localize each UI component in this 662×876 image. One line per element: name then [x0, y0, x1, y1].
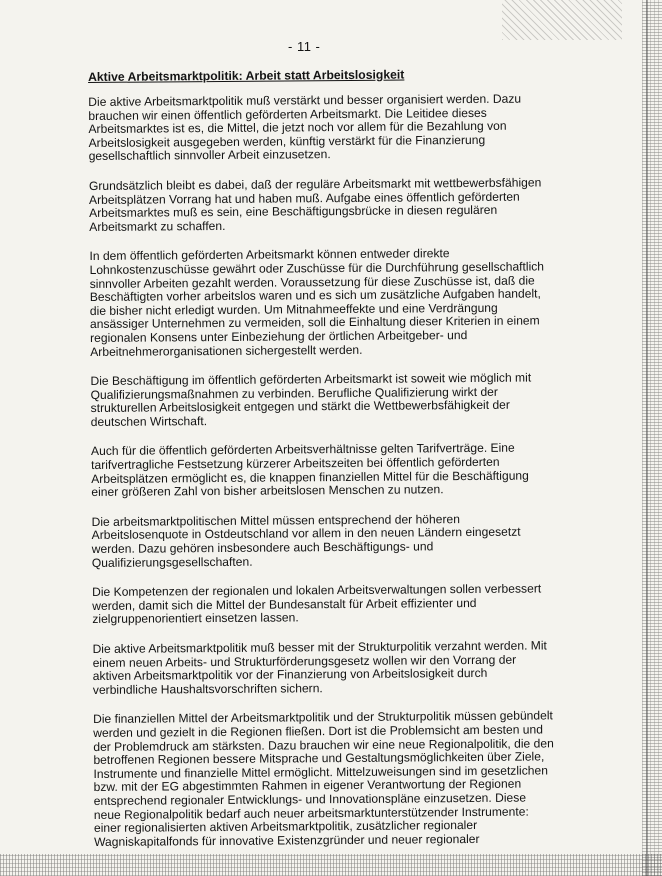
text-line: die bisher nicht erledigt wurden. Um Mitnahmeeffekte und eine Verdrängung — [89, 300, 498, 318]
text-line: Die finanziellen Mittel der Arbeitsmarktpolitik und der Strukturpolitik müssen gebündelt — [93, 708, 553, 727]
text-line: sinnvoller Arbeiten gezahlt werden. Voraussetzung für diese Zuschüsse ist, daß die — [89, 273, 535, 291]
paragraph — [88, 91, 522, 164]
text-line: der Problemdruck am stärksten. Dazu brauchen wir eine neue Regionalpolitik, die den — [93, 735, 554, 754]
text-line: Arbeitslosigkeit ausgegeben werden, künftig verstärkt für die Finanzierung — [88, 132, 486, 150]
text-line: zielgruppenorientiert einsetzen lassen. — [92, 610, 299, 627]
text-line: Arbeitsmarkt zu schaffen. — [89, 218, 226, 234]
text-line: verbindliche Haushaltsvorschriften sichern. — [92, 680, 323, 697]
text-line: Die Beschäftigung im öffentlich geförderten Arbeitsmarkt ist soweit wie möglich mit — [90, 370, 532, 389]
text-line: deutschen Wirtschaft. — [90, 413, 208, 429]
text-line: Arbeitnehmerorganisationen sichergestellt werden. — [90, 342, 363, 359]
paragraph — [91, 511, 521, 570]
text-line: werden, damit sich die Mittel der Bundesanstalt für Arbeit effizienter und — [92, 595, 477, 613]
paragraph — [92, 638, 547, 698]
text-line: einem neuen Arbeits- und Strukturförderungsgesetz wollen wir den Vorrang der — [92, 652, 517, 670]
paragraph-list — [88, 91, 554, 850]
text-line: Arbeitsmarktes ist es, die Mittel, die jetzt noch vor allem für die Bezahlung von — [88, 118, 507, 137]
text-line: Arbeitslosenquote in Ostdeutschland vor allem in den neuen Ländern eingesetzt — [91, 525, 521, 543]
text-line: gesellschaftlich sinnvoller Arbeit einzusetzen. — [88, 147, 331, 164]
text-line: In dem öffentlich geförderten Arbeitsmarkt können entweder direkte — [89, 246, 450, 264]
page-number: - 11 - — [288, 39, 321, 54]
text-line: Arbeitsplätzen ermöglicht es, die knappen finanziellen Mittel für die Beschäftigung — [91, 468, 529, 486]
text-line: Arbeitsmarktes muß es sein, eine Beschäftigungsbrücke in diesen regulären — [89, 202, 498, 221]
text-line: strukturellen Arbeitslosigkeit entgegen und stärkt die Wettbewerbsfähigkeit der — [90, 397, 510, 416]
scan-edge-line — [646, 0, 648, 876]
text-line: Instrumente und finanzielle Mittel ermöglicht. Mittelzuweisungen sind im gesetzlichen — [93, 763, 548, 781]
text-line: Die aktive Arbeitsmarktpolitik muß besser mit der Strukturpolitik verzahnt werden. Mit — [92, 638, 547, 656]
text-line: Wagniskapitalfonds für innovative Existenzgründer und neuer regionaler — [94, 831, 480, 849]
text-line: regionalen Konsens unter Einbeziehung der örtlichen Arbeitgeber- und — [90, 327, 468, 345]
text-line: Arbeitsplätzen Vorrang hat und haben muß. Aufgabe eines öffentlich geförderten — [88, 189, 520, 207]
paragraph — [90, 441, 529, 500]
text-line: tarifvertragliche Festsetzung kürzerer Arbeitszeiten bei öffentlich geförderten — [91, 454, 500, 473]
paragraph — [93, 708, 554, 849]
text-line: Die aktive Arbeitsmarktpolitik muß verstärkt und besser organisiert werden. Dazu — [88, 91, 522, 109]
text-line: aktiven Arbeitsmarktpolitik vor der Finanzierung von Arbeitslosigkeit durch — [92, 666, 488, 684]
paragraph — [92, 581, 542, 627]
text-line: ansässiger Unternehmen zu vermeiden, soll die Einhaltung dieser Kriterien in einem — [89, 313, 540, 332]
text-line: werden. Dazu gehören insbesondere auch Beschäftigungs- und — [91, 539, 434, 557]
text-line: Auch für die öffentlich geförderten Arbeitsverhältnisse gelten Tarifverträge. Eine — [90, 441, 515, 459]
text-line: einer regionalisierten aktiven Arbeitsmarktpolitik, zusätzlicher regionaler — [93, 818, 478, 836]
text-line: Lohnkostenzuschüsse gewährt oder Zuschüsse für die Durchführung gesellschaftlich — [89, 259, 545, 277]
text-line: betroffenen Regionen bessere Mitsprache und Gestaltungsmöglichkeiten über Ziele, — [93, 749, 545, 768]
text-line: Grundsätzlich bleibt es dabei, daß der reguläre Arbeitsmarkt mit wettbewerbsfähigen — [88, 175, 542, 193]
text-line: bzw. mit der EG abgestimmten Rahmen in eigener Verantwortung der Regionen — [93, 776, 522, 795]
scan-edge-right — [642, 0, 662, 876]
section-heading: Aktive Arbeitsmarktpolitik: Arbeit statt Arbeitslosigkeit — [88, 67, 405, 84]
text-line: Beschäftigten vorher arbeitslos waren und es sich um zusätzliche Aufgaben handelt, — [89, 286, 541, 305]
paragraph — [89, 246, 545, 359]
text-line: Qualifizierungsgesellschaften. — [91, 554, 253, 570]
text-line: einer größeren Zahl von bisher arbeitslosen Menschen zu nutzen. — [91, 482, 444, 500]
text-line: entsprechend regionaler Entwicklungs- und Innovationspläne einzusetzen. Diese — [93, 790, 527, 808]
text-line: Qualifizierungsmaßnahmen zu verbinden. Berufliche Qualifizierung wirkt der — [90, 384, 498, 402]
text-line: Die arbeitsmarktpolitischen Mittel müssen entsprechend der höheren — [91, 511, 460, 529]
text-line: Die Kompetenzen der regionalen und lokalen Arbeitsverwaltungen sollen verbessert — [92, 581, 542, 600]
document-body — [88, 67, 554, 866]
paragraph — [88, 175, 542, 235]
text-line: brauchen wir einen öffentlich geförderten Arbeitsmarkt. Die Leitidee dieses — [88, 105, 487, 123]
paragraph — [90, 370, 532, 430]
text-line: werden und gezielt in die Regionen fließen. Dort ist die Problemsicht am besten und — [93, 722, 543, 740]
scan-noise-top — [502, 0, 622, 40]
text-line: neue Regionalpolitik bedarf auch neuer arbeitsmarktunterstützender Instrumente: — [93, 804, 529, 822]
